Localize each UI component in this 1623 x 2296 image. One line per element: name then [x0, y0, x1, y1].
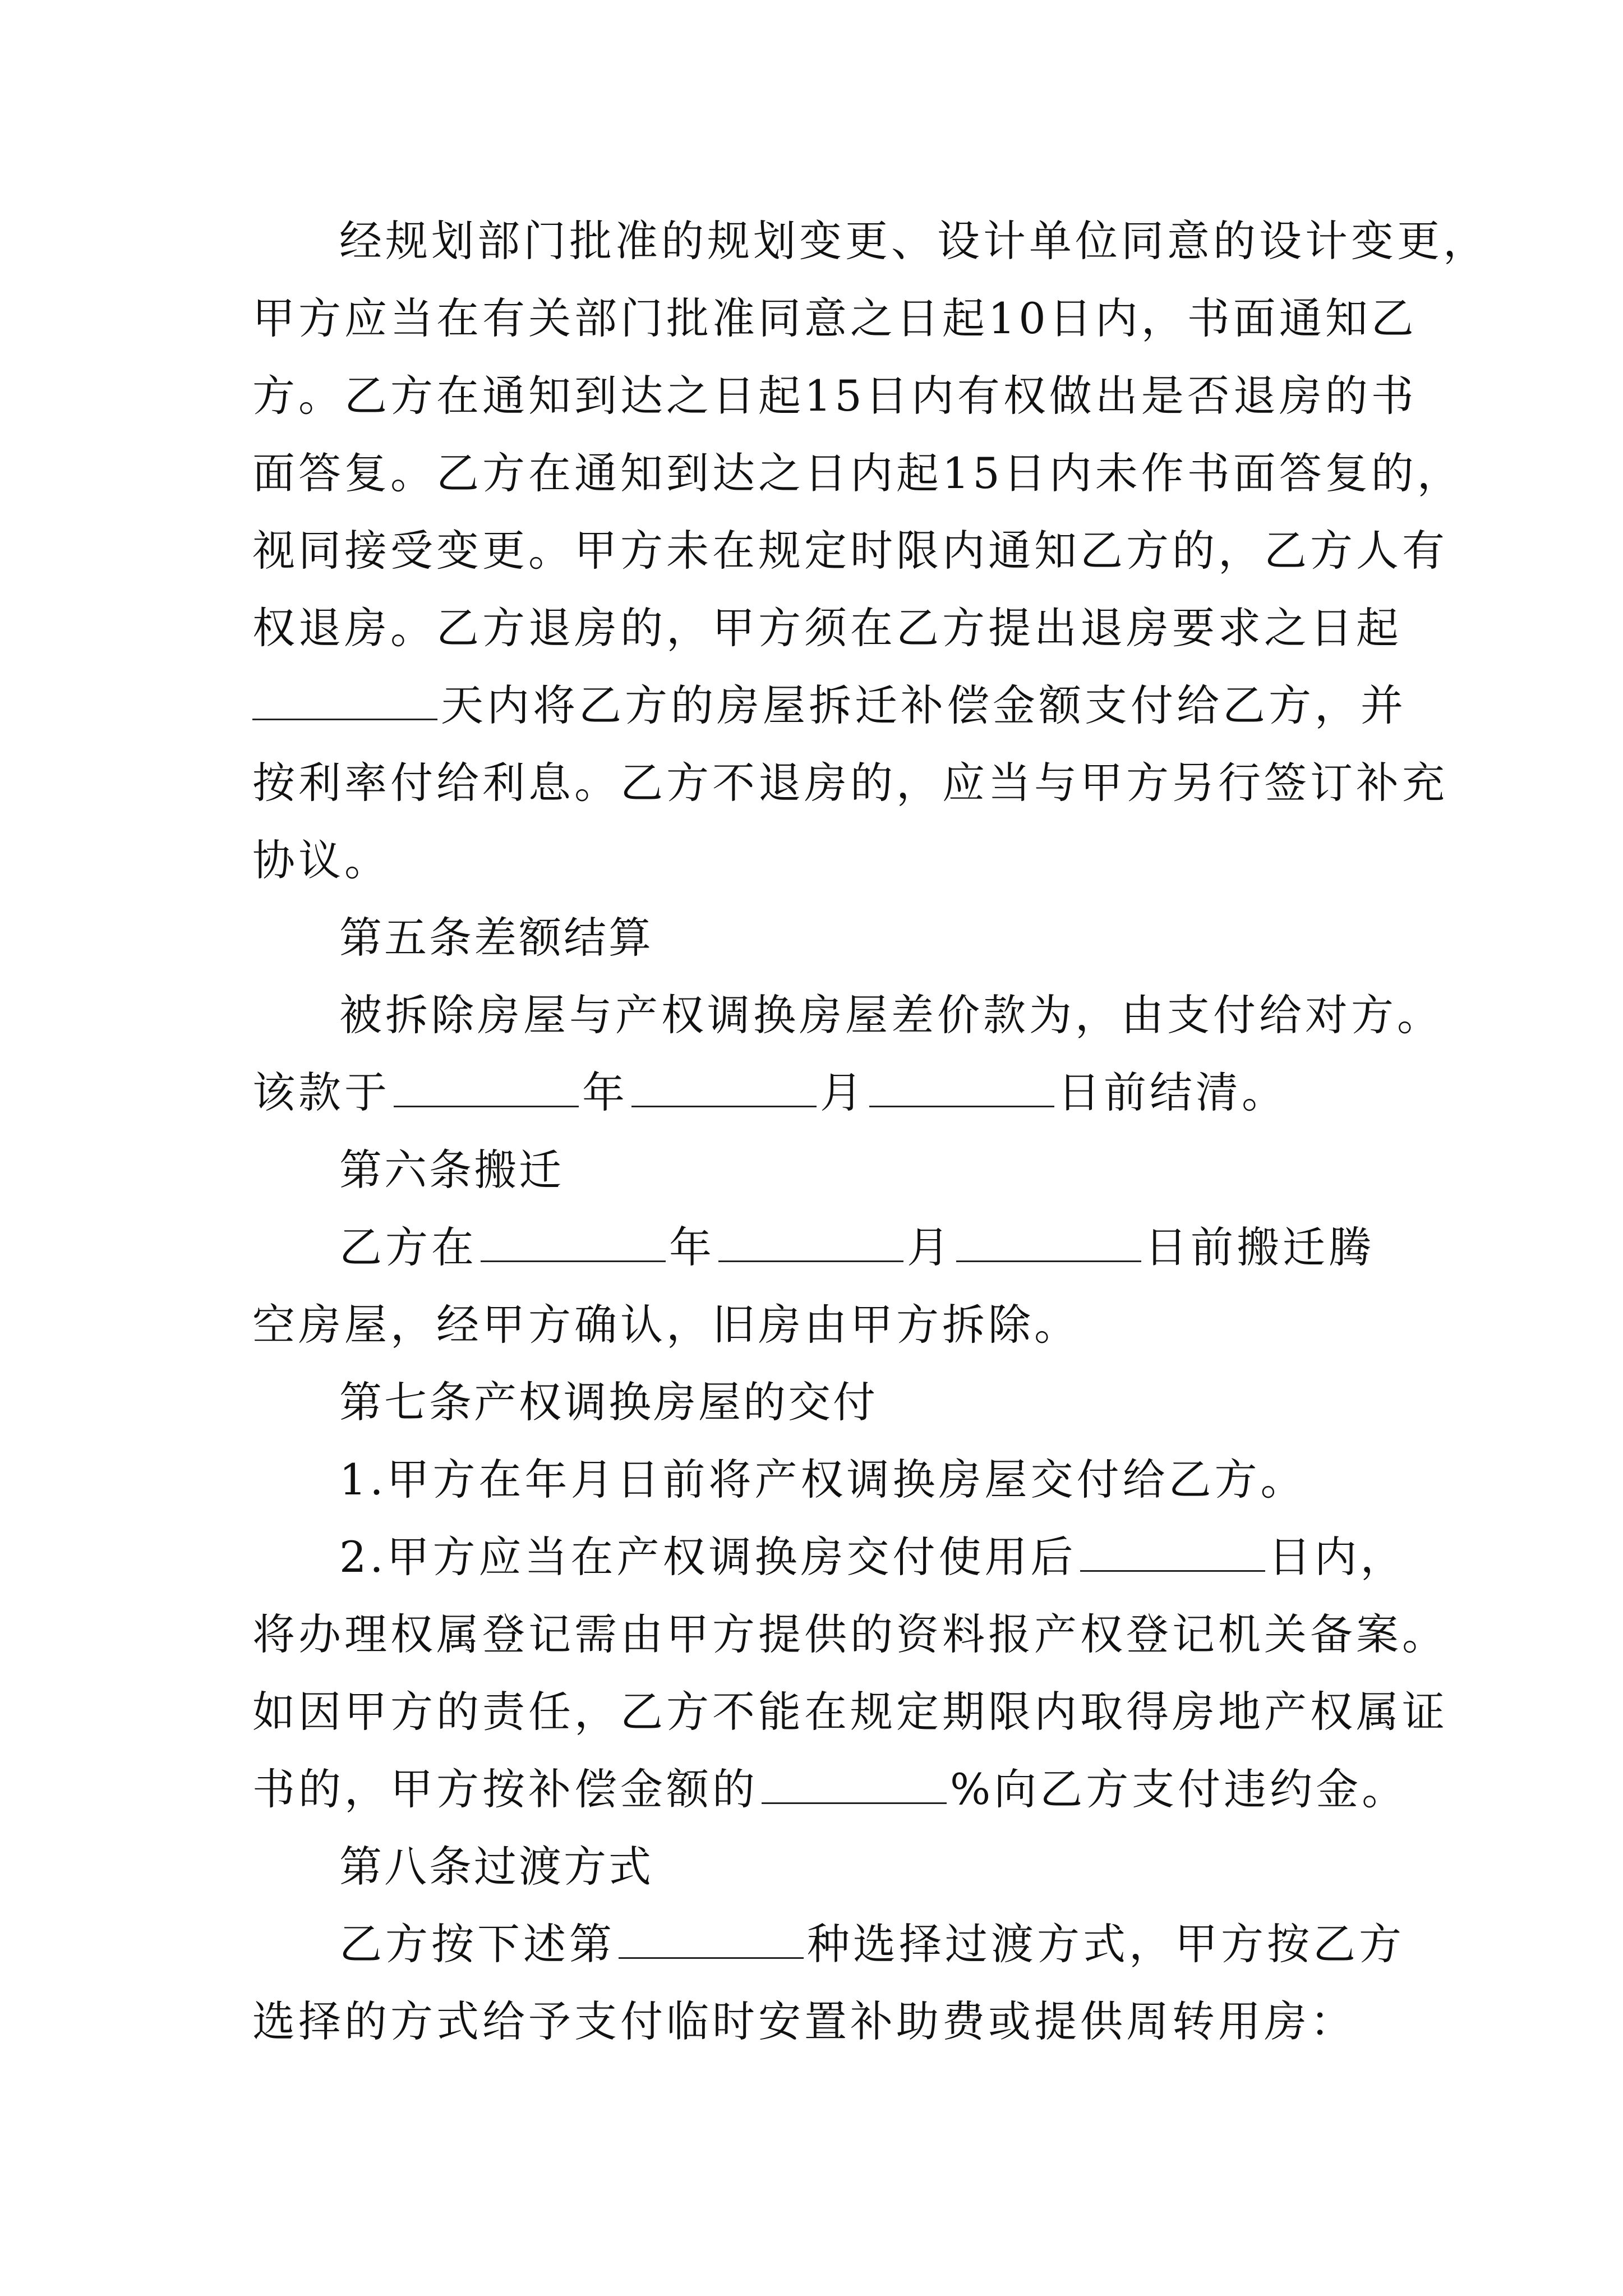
fill-in-blank: [631, 1066, 817, 1107]
paragraph-line-with-blank: [252, 1761, 1408, 1818]
paragraph-line: 选择的方式给予支付临时安置补助费或提供周转用房：: [252, 1996, 1356, 2046]
fill-in-blank: [481, 1221, 666, 1262]
fill-in-blank: [956, 1221, 1141, 1262]
fill-in-blank: [252, 679, 437, 720]
paragraph-text: 日前搬迁腾: [1145, 1222, 1375, 1272]
paragraph-line: 面答复。乙方在通知到达之日内起15日内未作书面答复的，: [252, 448, 1463, 498]
list-item: 1.甲方在年月日前将产权调换房屋交付给乙方。: [339, 1455, 1307, 1504]
paragraph-line: 将办理权属登记需由甲方提供的资料报产权登记机关备案。: [252, 1609, 1448, 1659]
list-item-with-blank: [339, 1529, 1407, 1585]
paragraph-text: 日前结清。: [1058, 1068, 1288, 1117]
fill-in-blank: [619, 1918, 804, 1959]
paragraph-line: 经规划部门批准的规划变更、设计单位同意的设计变更，: [339, 216, 1489, 266]
paragraph-line: 空房屋，经甲方确认，旧房由甲方拆除。: [252, 1300, 1080, 1350]
paragraph-line: 如因甲方的责任，乙方不能在规定期限内取得房地产权属证: [252, 1687, 1448, 1737]
paragraph-line-with-blank: [252, 678, 1407, 734]
paragraph-line: 按利率付给利息。乙方不退房的，应当与甲方另行签订补充: [252, 758, 1448, 808]
article-heading: 第五条差额结算: [339, 913, 653, 963]
paragraph-text: 种选择过渡方式，甲方按乙方: [807, 1919, 1405, 1969]
paragraph-line: 方。乙方在通知到达之日起15日内有权做出是否退房的书: [252, 371, 1417, 421]
paragraph-line: 被拆除房屋与产权调换房屋差价款为，由支付给对方。: [339, 990, 1443, 1040]
paragraph-text: 月: [820, 1068, 866, 1117]
fill-in-blank: [869, 1066, 1054, 1107]
paragraph-text: 日内，: [1268, 1532, 1407, 1582]
fill-in-blank: [394, 1066, 579, 1107]
article-heading: 第七条产权调换房屋的交付: [339, 1377, 878, 1427]
paragraph-line: 视同接受变更。甲方未在规定时限内通知乙方的，乙方人有: [252, 526, 1448, 576]
paragraph-text: 2.甲方应当在产权调换房交付使用后: [339, 1532, 1077, 1582]
paragraph-text: 月: [907, 1222, 953, 1272]
fill-in-blank: [718, 1221, 903, 1262]
paragraph-text: 天内将乙方的房屋拆迁补偿金额支付给乙方，并: [441, 680, 1407, 730]
fill-in-blank: [762, 1763, 947, 1804]
paragraph-text: 年: [582, 1068, 628, 1117]
paragraph-line: 甲方应当在有关部门批准同意之日起10日内，书面通知乙: [252, 293, 1417, 343]
paragraph-text: 乙方按下述第: [339, 1919, 615, 1969]
paragraph-text: 乙方在: [339, 1222, 477, 1272]
paragraph-line-with-blank: [339, 1916, 1405, 1972]
article-heading: 第八条过渡方式: [339, 1842, 653, 1892]
paragraph-text: 该款于: [252, 1068, 390, 1117]
fill-in-blank: [1080, 1531, 1265, 1572]
article-heading: 第六条搬迁: [339, 1145, 564, 1195]
paragraph-text: %向乙方支付违约金。: [950, 1764, 1408, 1814]
paragraph-line-with-blanks: [252, 1065, 1288, 1121]
paragraph-text: 书的，甲方按补偿金额的: [252, 1764, 758, 1814]
paragraph-line: 权退房。乙方退房的，甲方须在乙方提出退房要求之日起: [252, 603, 1402, 653]
paragraph-text: 年: [669, 1222, 715, 1272]
paragraph-line-with-blanks: [339, 1220, 1375, 1276]
paragraph-line: 协议。: [252, 835, 390, 885]
